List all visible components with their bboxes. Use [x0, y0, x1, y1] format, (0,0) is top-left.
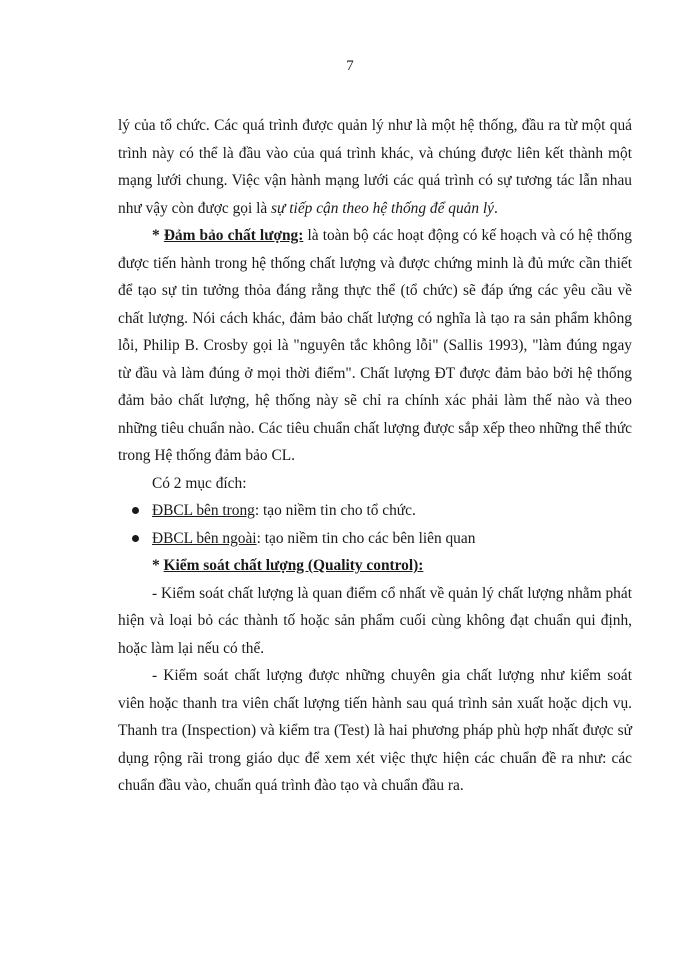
italic-term: sự tiếp cận theo hệ thống để quản lý — [271, 199, 495, 217]
list-item — [118, 525, 632, 553]
term-quality-control: Kiểm soát chất lượng (Quality control): — [163, 557, 424, 574]
list-item-text: : tạo niềm tin cho tổ chức. — [254, 502, 416, 519]
star-marker: * — [152, 227, 164, 244]
list-item-text: : tạo niềm tin cho các bên liên quan — [256, 529, 476, 547]
paragraph-text: là toàn bộ các hoạt động có kế hoạch và có hệ thống được tiến hành trong hệ thống chất lượng và được chứng minh là đủ mức cần thiết để tạo sự tin tưởng thỏa đáng rằng thực thể (tổ chức) sẽ đáp ứng các yêu cầu về chất lượng. Nói cách khác, đảm bảo chất lượng có nghĩa là tạo ra sản phẩm không lỗi, Philip B. Crosby gọi là "nguyên tắc không lỗi" (Sallis 1993), "làm đúng ngay từ đầu và làm đúng ở mọi thời điểm". Chất lượng ĐT được đảm bảo bởi hệ thống đảm bảo chất lượng, hệ thống này sẽ chỉ ra chính xác phải làm thế nào và theo những tiêu chuẩn nào. Các tiêu chuẩn chất lượng được sắp xếp theo những thể thức trong Hệ thống đảm bảo CL. — [118, 227, 633, 464]
list-item-term: ĐBCL bên ngoài — [152, 529, 257, 547]
paragraph-system-approach — [118, 112, 632, 222]
paragraph-qc-definition: - Kiểm soát chất lượng là quan điểm cổ nhất về quản lý chất lượng nhằm phát hiện và loại bỏ các thành tố hoặc sản phẩm cuối cùng không đạt chuẩn qui định, hoặc làm lại nếu có thể. — [118, 584, 632, 657]
paragraph-text: lý của tổ chức. Các quá trình được quản lý như là một hệ thống, đầu ra từ một quá trình này có thể là đầu vào của quá trình khác, và chúng được liên kết thành một mạng lưới chung. Việc vận hành mạng lưới các quá trình có sự tương tác lẫn nhau như vậy còn được gọi là — [118, 117, 632, 217]
paragraph-qc-practice: - Kiểm soát chất lượng được những chuyên gia chất lượng như kiểm soát viên hoặc thanh tra viên chất lượng tiến hành sau quá trình sản xuất hoặc dịch vụ. Thanh tra (Inspection) và kiểm tra (Test) là hai phương pháp phù hợp nhất được sử dụng rộng rãi trong giáo dục để xem xét việc thực hiện các chuẩn đề ra như: các chuẩn đầu vào, chuẩn quá trình đào tạo và chuẩn đầu ra. — [118, 667, 632, 794]
term-quality-assurance: Đảm bảo chất lượng: — [163, 227, 304, 244]
paragraph-quality-assurance — [118, 222, 632, 470]
list-item-term: ĐBCL bên trong — [152, 502, 255, 519]
paragraph-purposes: Có 2 mục đích: — [152, 474, 247, 492]
purpose-list — [118, 497, 632, 552]
star-marker: * — [152, 557, 164, 574]
page-number: 7 — [346, 58, 354, 74]
list-item — [118, 497, 632, 525]
paragraph-end: . — [494, 199, 498, 217]
heading-quality-control — [118, 552, 632, 580]
document-body — [118, 112, 632, 800]
